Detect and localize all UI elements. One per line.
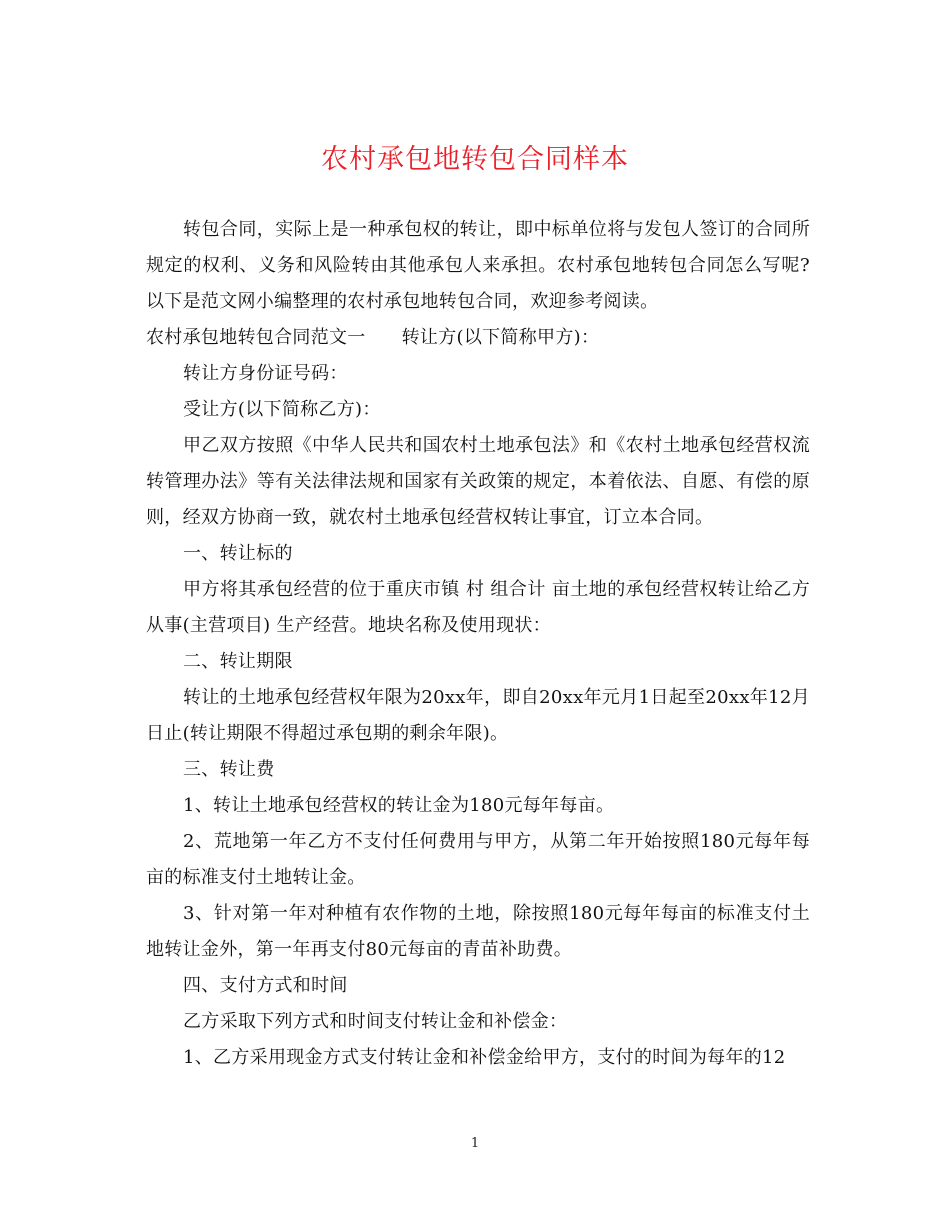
section-2-text: 转让的土地承包经营权年限为20xx年，即自20xx年元月1日起至20xx年12月 日止(转让期限不得超过承包期的剩余年限)。 (146, 687, 810, 744)
section-4-heading: 四、支付方式和时间 (183, 975, 348, 996)
transferor-id-label: 转让方身份证号码： (183, 363, 348, 384)
sample-heading: 农村承包地转包合同范文一 (146, 327, 366, 348)
section-3-item-2: 2、荒地第一年乙方不支付任何费用与甲方，从第二年开始按照180元每年每亩的标准支付土地转让金。 (146, 831, 810, 888)
page-number: 1 (470, 1136, 480, 1151)
sample-heading-line (146, 320, 810, 356)
preamble-paragraph: 甲乙双方按照《中华人民共和国农村土地承包法》和《农村土地承包经营权流转管理办法》等有关法律法规和国家有关政策的规定，本着依法、自愿、有偿的原则，经双方协商一致，就农村土地承包经营权转让事宜，订立本合同。 (146, 435, 810, 528)
transferor-label: 转让方(以下简称甲方)： (401, 327, 600, 348)
transferee-label: 受让方(以下简称乙方)： (183, 399, 381, 420)
section-1-text: 甲方将其承包经营的位于重庆市镇 村 组合计 亩土地的承包经营权转让给乙方从事(主营项目) 生产经营。地块名称及使用现状： (146, 579, 810, 636)
document-title: 农村承包地转包合同样本 (321, 144, 629, 175)
section-3-heading: 三、转让费 (183, 759, 275, 780)
section-4-text: 乙方采取下列方式和时间支付转让金和补偿金： (183, 1011, 568, 1032)
document-body (146, 212, 810, 1076)
section-2-heading: 二、转让期限 (183, 651, 293, 672)
section-3-item-1: 1、转让土地承包经营权的转让金为180元每年每亩。 (183, 795, 615, 816)
intro-paragraph: 转包合同，实际上是一种承包权的转让，即中标单位将与发包人签订的合同所规定的权利、义务和风险转由其他承包人来承担。农村承包地转包合同怎么写呢?以下是范文网小编整理的农村承包地转包合同，欢迎参考阅读。 (146, 219, 810, 312)
section-1-heading: 一、转让标的 (183, 543, 293, 564)
section-4-item-1: 1、乙方采用现金方式支付转让金和补偿金给甲方，支付的时间为每年的12 (183, 1047, 786, 1068)
section-3-item-3: 3、针对第一年对种植有农作物的土地，除按照180元每年每亩的标准支付土地转让金外，第一年再支付80元每亩的青苗补助费。 (146, 903, 810, 960)
